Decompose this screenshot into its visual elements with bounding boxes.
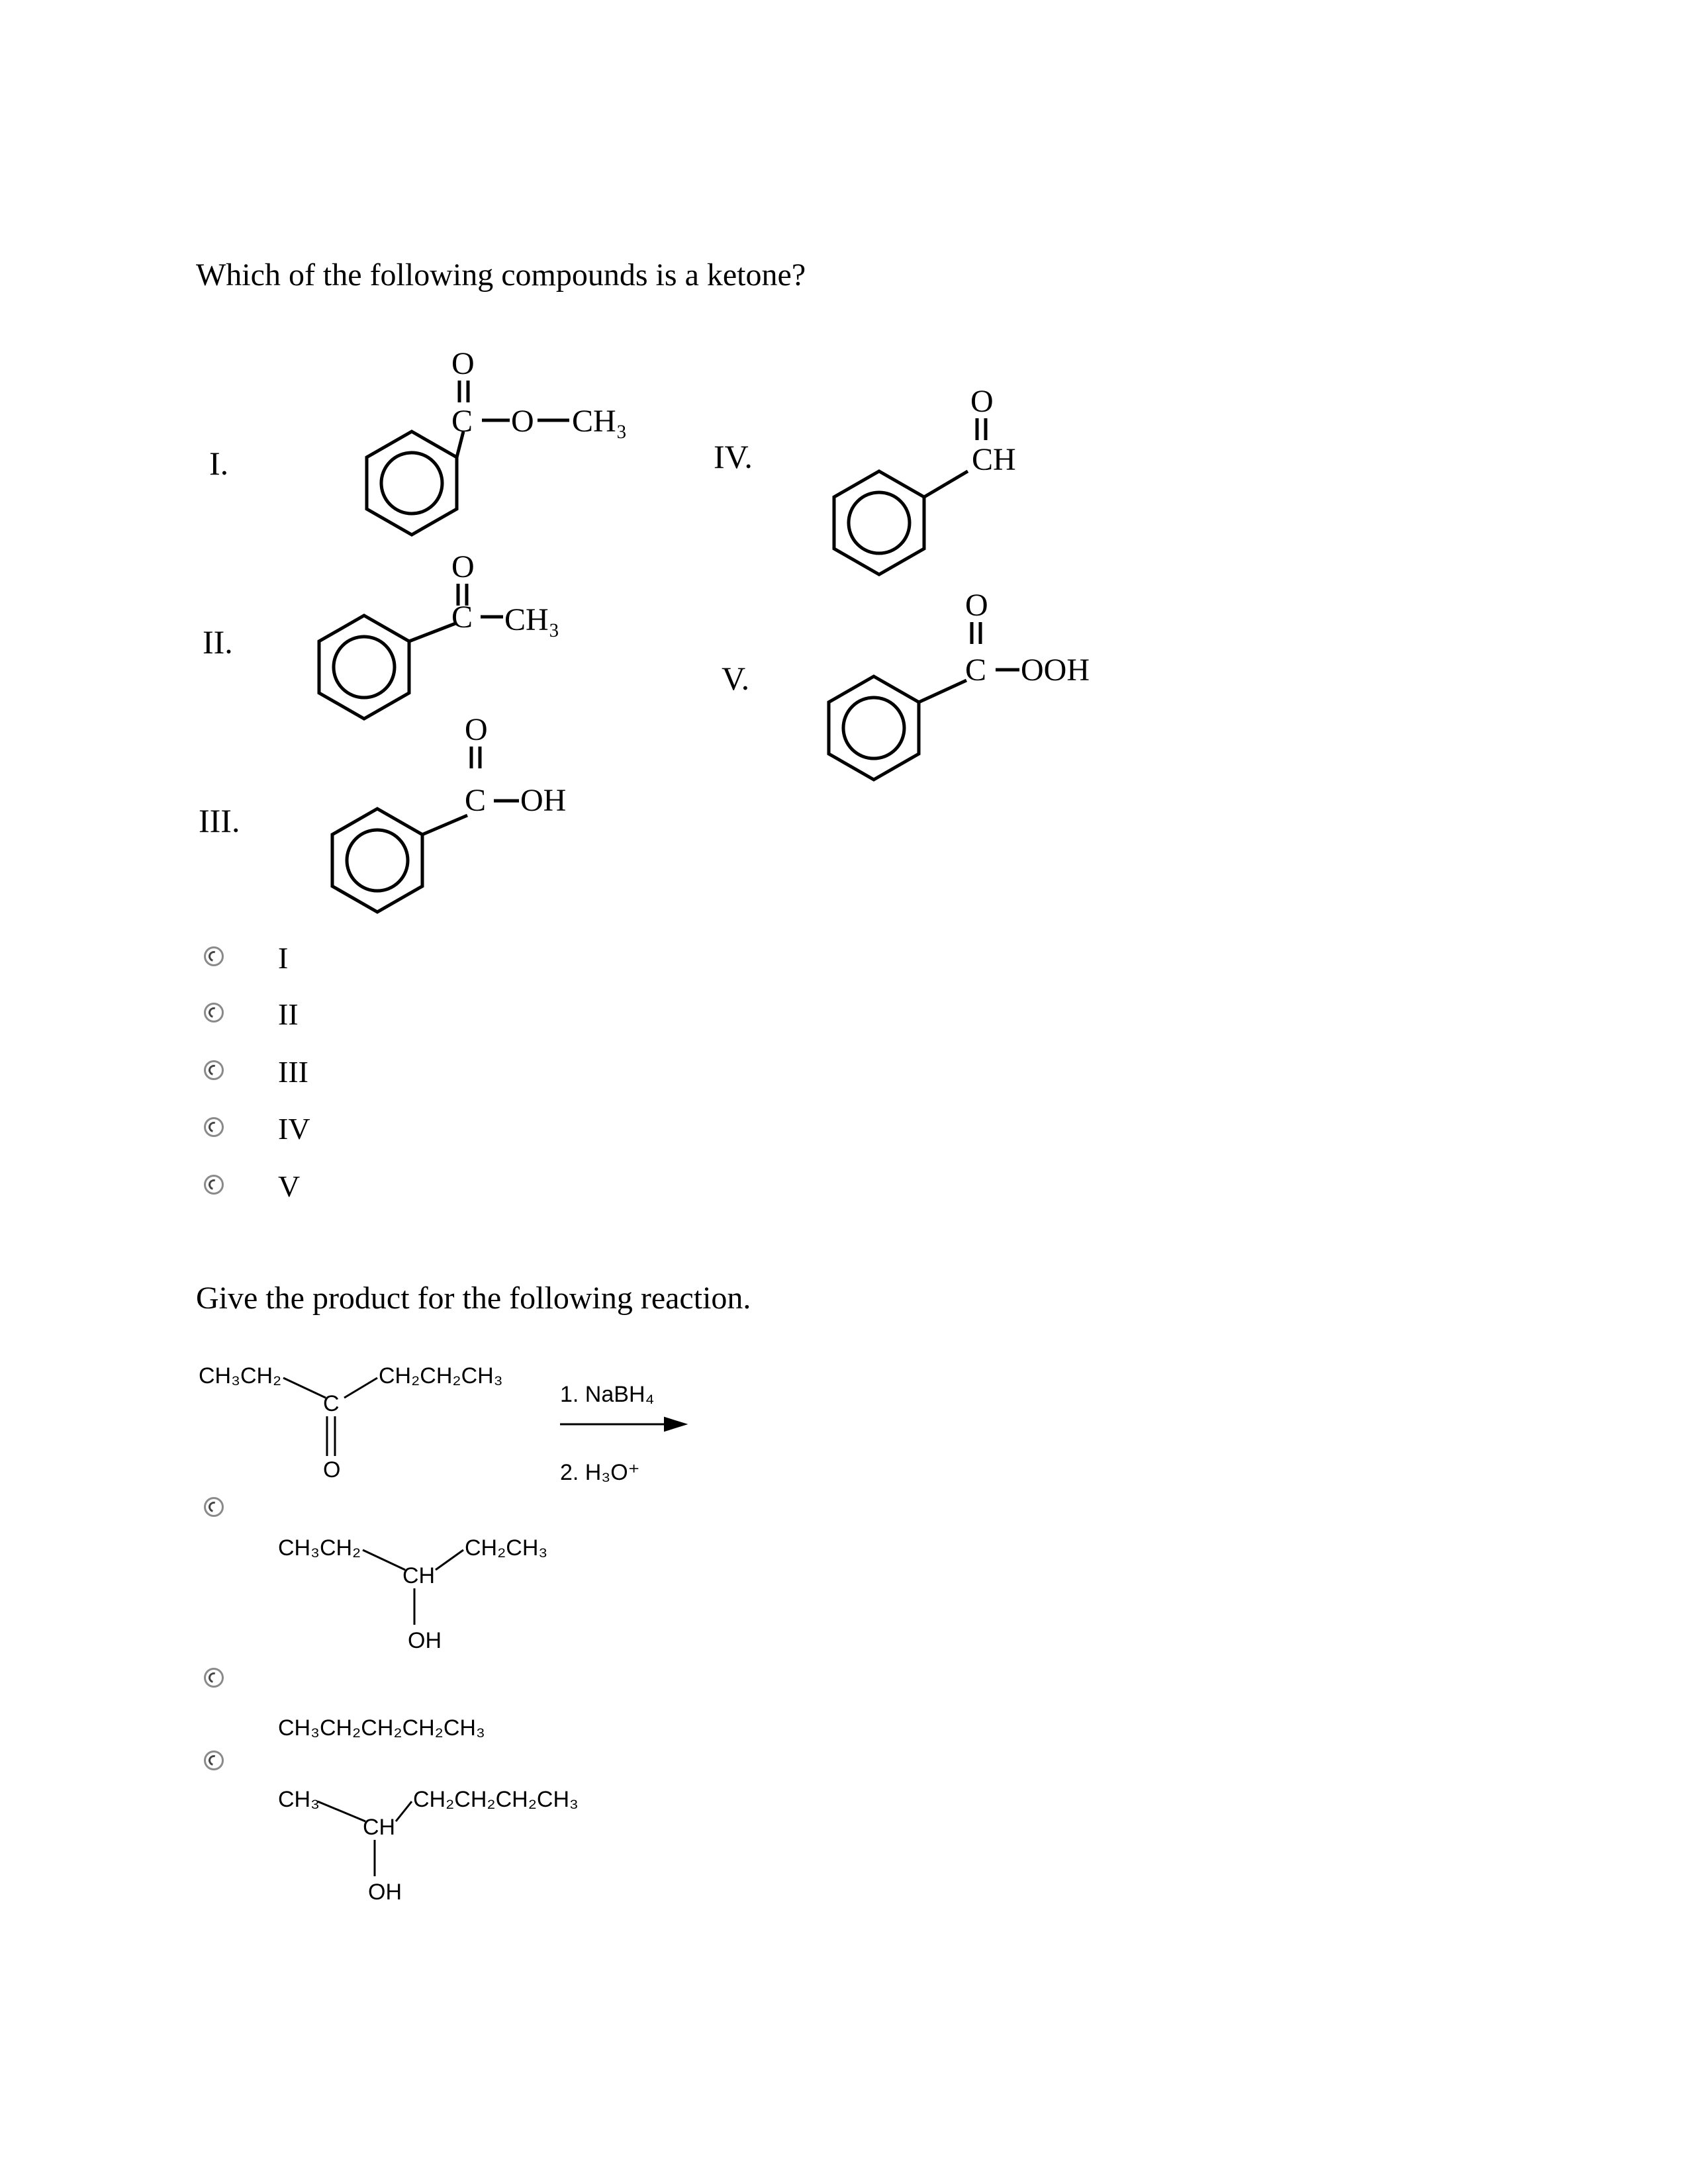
methyl-group: CH₃ bbox=[572, 404, 628, 439]
aldehyde-group: CH bbox=[972, 442, 1016, 477]
aromatic-circle-iv bbox=[849, 492, 910, 553]
compound-iii-structure bbox=[332, 712, 566, 912]
answer-a-left-chain: CH₃CH₂ bbox=[278, 1535, 361, 1561]
oxygen-atom: O bbox=[465, 712, 488, 747]
aromatic-circle-ii bbox=[334, 637, 395, 698]
option-radio-3[interactable] bbox=[204, 1060, 224, 1080]
option-radio-1[interactable] bbox=[204, 946, 224, 966]
compound-label-2: II. bbox=[203, 623, 233, 660]
answer-a-center: CH bbox=[402, 1563, 436, 1588]
aromatic-circle-iii bbox=[347, 830, 408, 891]
option-radio-5[interactable] bbox=[204, 1175, 224, 1195]
compound-label-5: V. bbox=[722, 660, 750, 697]
reactant-carbonyl-oxygen: O bbox=[323, 1457, 341, 1482]
reaction-arrow-group bbox=[560, 1382, 686, 1485]
option-label-1: I bbox=[278, 941, 289, 975]
reactant-right-chain: CH₂CH₂CH₃ bbox=[379, 1363, 503, 1388]
compound-label-1: I. bbox=[209, 445, 229, 482]
answer-a-hydroxyl: OH bbox=[408, 1628, 442, 1653]
reactant-structure bbox=[199, 1363, 503, 1482]
peroxy-acid-group: OOH bbox=[1021, 653, 1090, 688]
answer-b-structure bbox=[278, 1715, 485, 1741]
oxygen-atom: O bbox=[965, 588, 988, 623]
carbon-atom: C bbox=[451, 404, 473, 439]
hydroxyl-group: OH bbox=[520, 783, 567, 818]
compound-iv-structure bbox=[834, 384, 1016, 574]
compound-i-structure bbox=[367, 346, 627, 535]
answer-radio-c[interactable] bbox=[204, 1751, 224, 1770]
question-1-text: Which of the following compounds is a ketone? bbox=[196, 257, 806, 293]
carbon-atom: C bbox=[465, 783, 487, 818]
option-label-4: IV bbox=[278, 1112, 310, 1146]
compound-v-structure bbox=[829, 588, 1090, 780]
reagent-step-1: 1. NaBH₄ bbox=[560, 1382, 655, 1407]
answer-c-center: CH bbox=[363, 1815, 396, 1840]
answer-b-formula: CH₃CH₂CH₂CH₂CH₃ bbox=[278, 1715, 485, 1741]
methyl-group: CH₃ bbox=[504, 602, 560, 637]
aromatic-circle-v bbox=[843, 698, 904, 758]
reagent-step-2: 2. H₃O⁺ bbox=[560, 1460, 640, 1485]
reactant-carbonyl-carbon: C bbox=[323, 1391, 340, 1416]
answer-a-structure bbox=[278, 1535, 547, 1653]
option-radio-2[interactable] bbox=[204, 1003, 224, 1023]
answer-c-hydroxyl: OH bbox=[368, 1880, 402, 1905]
answer-c-right-chain: CH₂CH₂CH₂CH₃ bbox=[413, 1787, 579, 1812]
oxygen-atom: O bbox=[970, 384, 994, 419]
compound-label-4: IV. bbox=[714, 438, 753, 475]
carbon-atom: C bbox=[965, 653, 987, 688]
answer-a-right-chain: CH₂CH₃ bbox=[465, 1535, 548, 1561]
ester-oxygen: O bbox=[511, 404, 534, 439]
answer-c-left-chain: CH₃ bbox=[278, 1787, 320, 1812]
reactant-left-chain: CH₃CH₂ bbox=[199, 1363, 282, 1388]
compound-ii-structure bbox=[319, 549, 559, 719]
option-radio-4[interactable] bbox=[204, 1117, 224, 1137]
compound-label-3: III. bbox=[199, 802, 240, 839]
question-2-text: Give the product for the following reaction. bbox=[196, 1281, 751, 1316]
option-label-3: III bbox=[278, 1055, 308, 1089]
answer-radio-b[interactable] bbox=[204, 1668, 224, 1688]
oxygen-atom: O bbox=[451, 346, 475, 381]
carbon-atom: C bbox=[451, 600, 473, 635]
reaction-arrowhead bbox=[665, 1418, 686, 1431]
oxygen-atom: O bbox=[451, 549, 475, 584]
aromatic-circle-i bbox=[381, 453, 442, 514]
option-label-2: II bbox=[278, 997, 299, 1031]
answer-c-structure bbox=[278, 1787, 579, 1905]
answer-radio-a[interactable] bbox=[204, 1497, 224, 1517]
option-label-5: V bbox=[278, 1169, 301, 1203]
